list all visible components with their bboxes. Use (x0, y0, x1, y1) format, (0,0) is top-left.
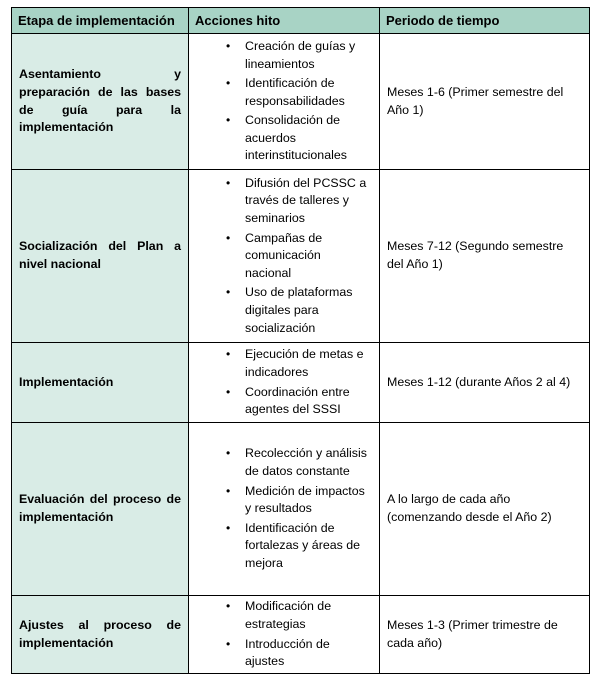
stage-cell: Evaluación del proceso de implementación (12, 423, 189, 596)
actions-list (195, 175, 369, 337)
stage-cell: Socialización del Plan a nivel nacional (12, 170, 189, 343)
action-item: • Identificación de fortalezas y áreas de mejora (195, 520, 369, 573)
action-item: • Creación de guías y lineamientos (195, 38, 369, 73)
table-row (12, 343, 590, 423)
table-row (12, 34, 590, 170)
action-item: • Coordinación entre agentes del SSSI (195, 384, 369, 419)
actions-list (195, 346, 369, 418)
action-item: • Difusión del PCSSC a través de talleres y seminarios (195, 175, 369, 228)
action-item: • Medición de impactos y resultados (195, 483, 369, 518)
action-item: • Modificación de estrategias (195, 598, 369, 633)
action-item: • Consolidación de acuerdos interinstitucionales (195, 112, 369, 165)
implementation-table (11, 7, 590, 674)
actions-cell (189, 170, 380, 343)
actions-list (195, 445, 369, 572)
stage-cell: Asentamiento y preparación de las bases de guía para la implementación (12, 34, 189, 170)
actions-cell (189, 596, 380, 674)
stage-cell: Implementación (12, 343, 189, 423)
header-row (12, 8, 590, 34)
period-cell: Meses 1-6 (Primer semestre del Año 1) (380, 34, 590, 170)
period-cell: Meses 7-12 (Segundo semestre del Año 1) (380, 170, 590, 343)
actions-cell (189, 423, 380, 596)
period-cell: A lo largo de cada año (comenzando desde el Año 2) (380, 423, 590, 596)
header-period: Periodo de tiempo (380, 8, 590, 34)
action-item: • Ejecución de metas e indicadores (195, 346, 369, 381)
action-item: • Uso de plataformas digitales para socialización (195, 284, 369, 337)
header-stage: Etapa de implementación (12, 8, 189, 34)
action-item: • Introducción de ajustes (195, 636, 369, 671)
actions-list (195, 598, 369, 670)
stage-cell: Ajustes al proceso de implementación (12, 596, 189, 674)
table-row (12, 596, 590, 674)
action-item: • Identificación de responsabilidades (195, 75, 369, 110)
action-item: • Recolección y análisis de datos constante (195, 445, 369, 480)
period-cell: Meses 1-12 (durante Años 2 al 4) (380, 343, 590, 423)
table-row (12, 170, 590, 343)
header-actions: Acciones hito (189, 8, 380, 34)
actions-cell (189, 34, 380, 170)
table-row (12, 423, 590, 596)
period-cell: Meses 1-3 (Primer trimestre de cada año) (380, 596, 590, 674)
actions-cell (189, 343, 380, 423)
actions-list (195, 38, 369, 165)
action-item: • Campañas de comunicación nacional (195, 230, 369, 283)
